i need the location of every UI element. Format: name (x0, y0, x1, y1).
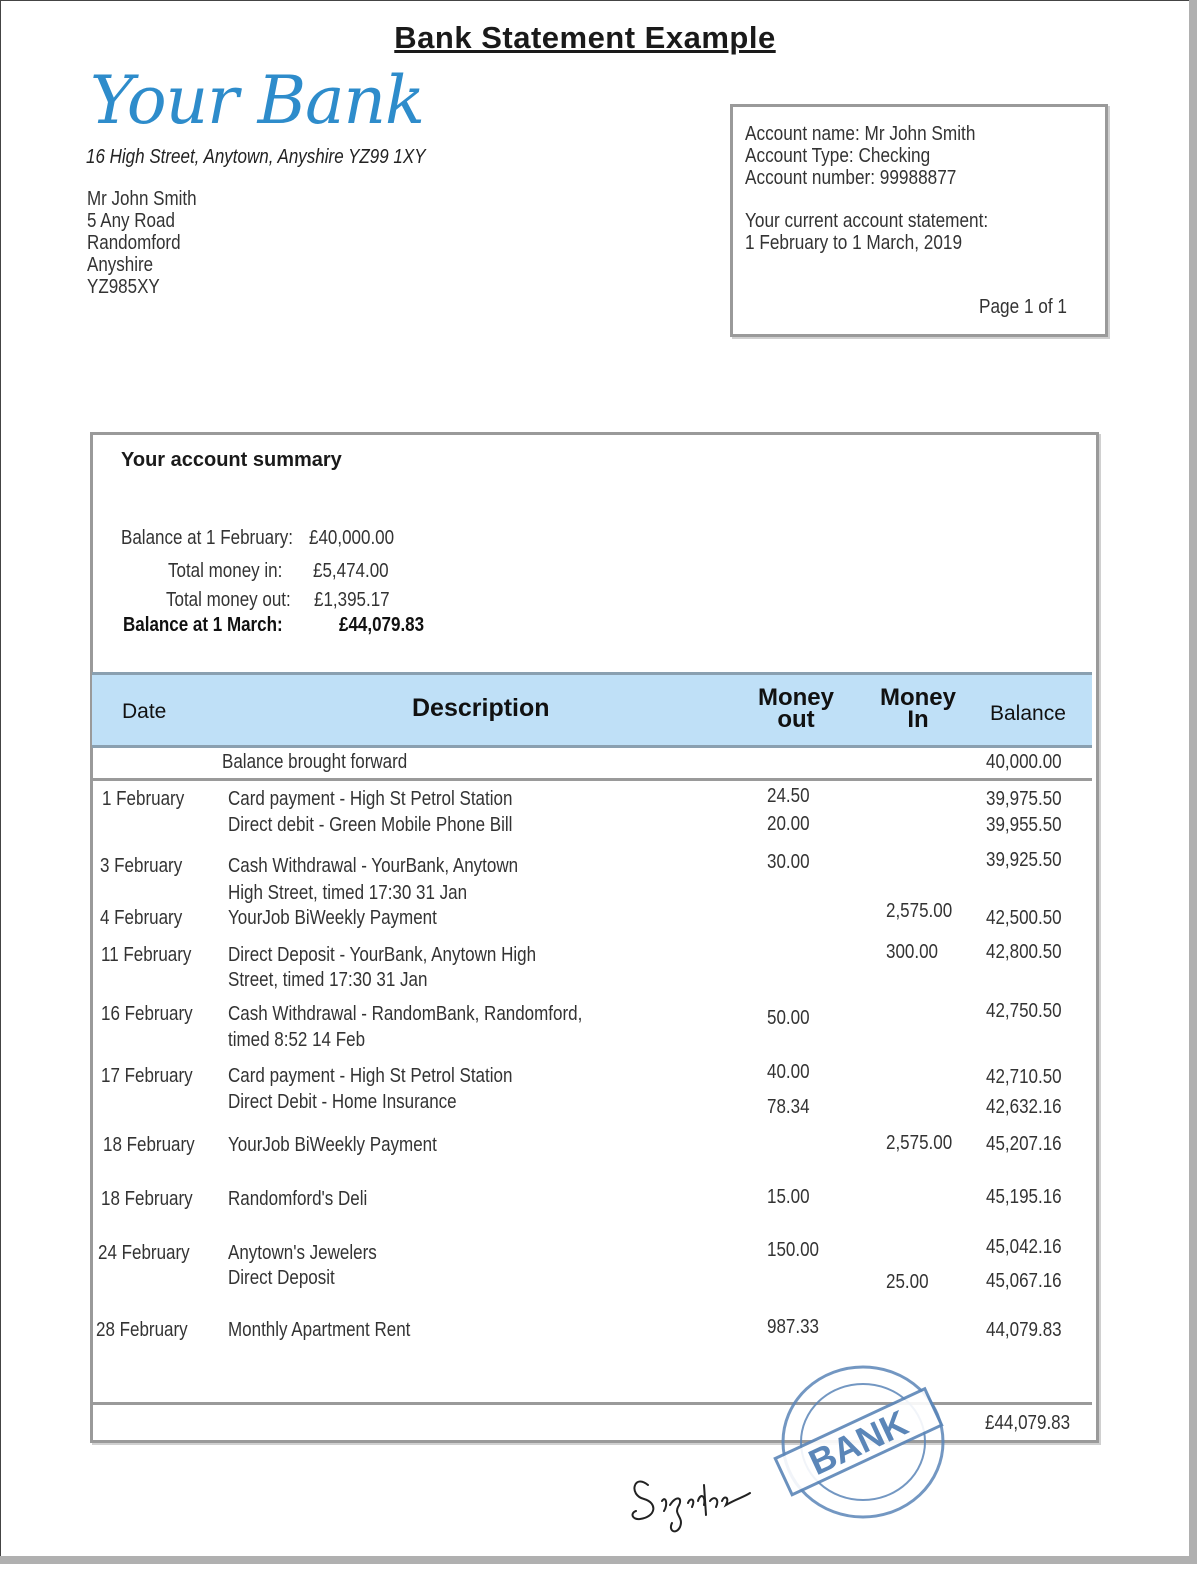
row-date: 11 February (101, 944, 192, 966)
row-balance: 45,207.16 (986, 1133, 1062, 1155)
row-description: Card payment - High St Petrol Station (228, 1065, 513, 1087)
account-number: Account number: 99988877 (745, 167, 957, 189)
brought-forward-balance: 40,000.00 (986, 751, 1062, 773)
transactions-header (92, 672, 1092, 748)
row-money-out: 987.33 (767, 1316, 819, 1338)
address-line: YZ985XY (87, 276, 160, 298)
row-description: YourJob BiWeekly Payment (228, 1134, 437, 1156)
header-balance: Balance (990, 702, 1066, 725)
row-money-in: 25.00 (886, 1271, 929, 1293)
row-money-in: 300.00 (886, 941, 938, 963)
summary-title: Your account summary (121, 449, 342, 471)
row-money-out: 15.00 (767, 1186, 810, 1208)
row-date: 4 February (100, 907, 183, 929)
row-description: Randomford's Deli (228, 1188, 368, 1210)
account-name: Account name: Mr John Smith (745, 123, 976, 145)
account-summary-box (90, 432, 1099, 1443)
address-line: Anyshire (87, 254, 154, 276)
row-date: 18 February (103, 1134, 195, 1156)
row-description: Card payment - High St Petrol Station (228, 788, 513, 810)
row-money-out: 30.00 (767, 851, 810, 873)
row-balance: 45,067.16 (986, 1270, 1062, 1292)
row-description: Monthly Apartment Rent (228, 1319, 411, 1341)
row-money-out: 20.00 (767, 813, 810, 835)
row-balance: 42,500.50 (986, 907, 1062, 929)
row-description-cont: timed 8:52 14 Feb (228, 1029, 366, 1051)
document-title: Bank Statement Example (394, 20, 776, 55)
row-balance: 42,750.50 (986, 1000, 1062, 1022)
row-description: Direct Debit - Home Insurance (228, 1091, 457, 1113)
bank-logo: Your Bank (90, 62, 424, 139)
balance-start-value: £40,000.00 (309, 527, 395, 549)
row-money-out: 78.34 (767, 1096, 810, 1118)
page-number: Page 1 of 1 (979, 296, 1067, 318)
account-info-box (730, 104, 1108, 337)
row-description: Cash Withdrawal - YourBank, Anytown (228, 855, 519, 877)
row-money-out: 40.00 (767, 1061, 810, 1083)
row-balance: 44,079.83 (986, 1319, 1062, 1341)
row-description: Direct debit - Green Mobile Phone Bill (228, 814, 513, 836)
signature-image (626, 1455, 756, 1535)
closing-balance: £44,079.83 (985, 1412, 1071, 1434)
row-date: 17 February (101, 1065, 193, 1087)
row-balance: 45,042.16 (986, 1236, 1062, 1258)
row-description: Cash Withdrawal - RandomBank, Randomford, (228, 1003, 583, 1025)
address-line: 5 Any Road (87, 210, 175, 232)
brought-forward-label: Balance brought forward (222, 751, 408, 773)
statement-label: Your current account statement: (745, 210, 989, 232)
row-balance: 42,632.16 (986, 1096, 1062, 1118)
row-date: 28 February (96, 1319, 188, 1341)
customer-address (87, 188, 197, 298)
row-description-cont: Street, timed 17:30 31 Jan (228, 969, 428, 991)
row-money-in: 2,575.00 (886, 900, 953, 922)
row-balance: 45,195.16 (986, 1186, 1062, 1208)
money-out-label: Total money out: (166, 589, 291, 611)
money-in-value: £5,474.00 (313, 560, 389, 582)
row-money-in: 2,575.00 (886, 1132, 953, 1154)
brought-forward-row (92, 745, 1092, 781)
row-description: YourJob BiWeekly Payment (228, 907, 437, 929)
balance-start-label: Balance at 1 February: (121, 527, 293, 549)
header-money-in: Money In (879, 684, 956, 733)
row-balance: 39,955.50 (986, 814, 1062, 836)
row-money-out: 50.00 (767, 1007, 810, 1029)
row-money-out: 24.50 (767, 785, 810, 807)
row-date: 1 February (102, 788, 185, 810)
bank-address: 16 High Street, Anytown, Anyshire YZ99 1XY (86, 146, 426, 168)
row-balance: 42,710.50 (986, 1066, 1062, 1088)
row-date: 18 February (101, 1188, 193, 1210)
balance-end-label: Balance at 1 March: (123, 614, 283, 636)
row-date: 16 February (101, 1003, 193, 1025)
row-money-out: 150.00 (767, 1239, 819, 1261)
stamp-text: BANK (802, 1401, 915, 1484)
money-out-value: £1,395.17 (314, 589, 390, 611)
row-balance: 39,925.50 (986, 849, 1062, 871)
row-balance: 39,975.50 (986, 788, 1062, 810)
row-date: 3 February (100, 855, 183, 877)
row-description: Direct Deposit - YourBank, Anytown High (228, 944, 537, 966)
header-date: Date (122, 700, 167, 723)
row-balance: 42,800.50 (986, 941, 1062, 963)
header-money-out: Money out (757, 684, 834, 733)
row-description-cont: High Street, timed 17:30 31 Jan (228, 882, 468, 904)
statement-period: 1 February to 1 March, 2019 (745, 232, 963, 254)
row-date: 24 February (98, 1242, 190, 1264)
balance-end-value: £44,079.83 (339, 614, 425, 636)
bank-stamp (768, 1360, 948, 1525)
row-description: Direct Deposit (228, 1267, 335, 1289)
address-line: Mr John Smith (87, 188, 197, 210)
account-type: Account Type: Checking (745, 145, 931, 167)
row-description: Anytown's Jewelers (228, 1242, 377, 1264)
address-line: Randomford (87, 232, 181, 254)
money-in-label: Total money in: (168, 560, 283, 582)
header-description: Description (412, 694, 550, 722)
